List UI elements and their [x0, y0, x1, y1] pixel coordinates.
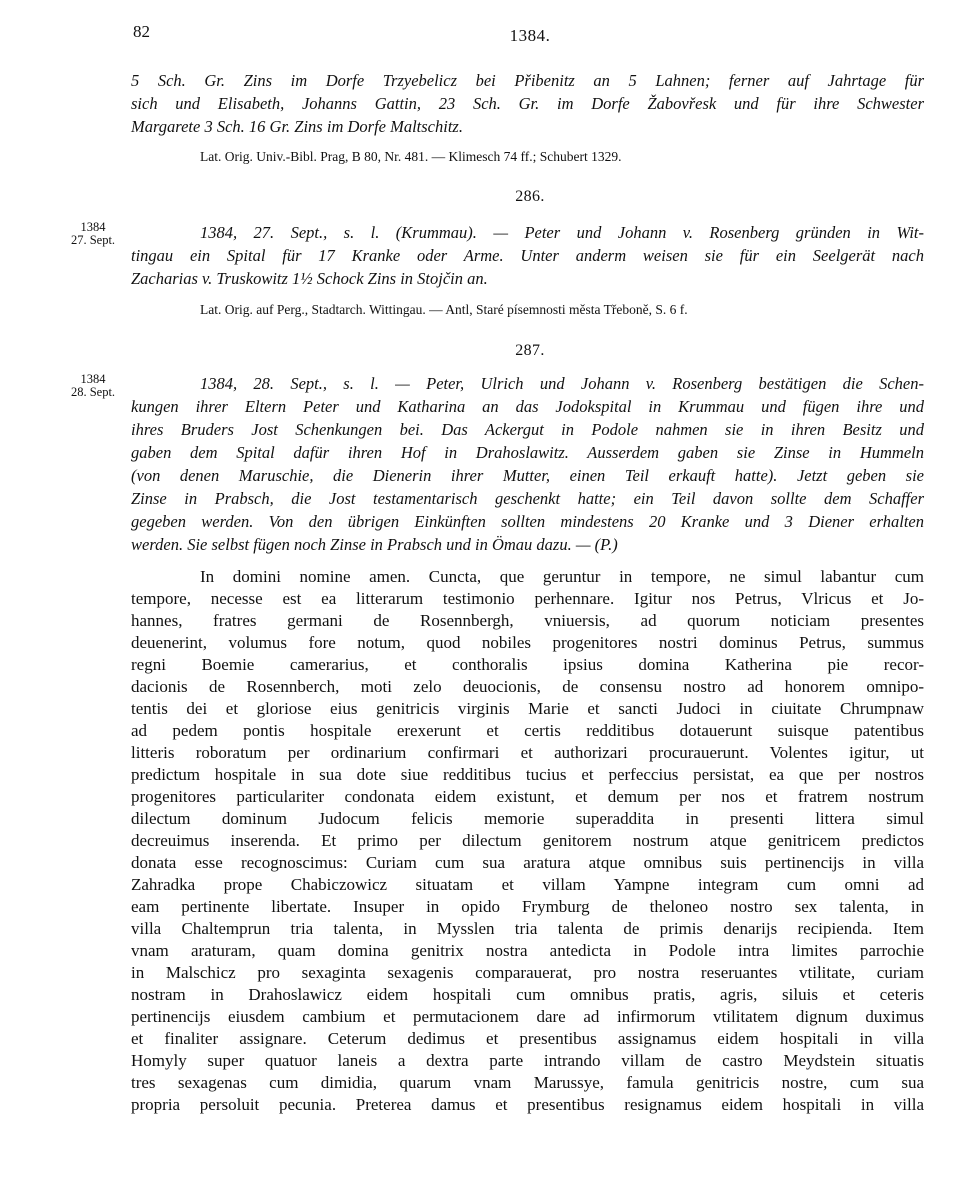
text-line: In domini nomine amen. Cuncta, que geruntur in tempore, ne simul labantur cum	[200, 567, 924, 586]
margin-year: 1384	[80, 220, 106, 234]
regest-line: 1384, 28. Sept., s. l. — Peter, Ulrich und Johann v. Rosenberg bestätigen die Schen-	[200, 374, 924, 393]
text-line: nostram in Drahoslawicz eidem hospitali cum omnibus pratis, agris, siluis et ceteris	[131, 985, 924, 1004]
text-line: ad pedem pontis hospitale erexerunt et certis redditibus dotauerunt suisque patentibus	[131, 721, 924, 740]
source-note: Lat. Orig. Univ.-Bibl. Prag, B 80, Nr. 481. — Klimesch 74 ff.; Schubert 1329.	[200, 149, 622, 164]
source-note: Lat. Orig. auf Perg., Stadtarch. Wittingau. — Antl, Staré písemnosti města Třeboně, S. 6 f.	[200, 302, 688, 317]
regest-line: werden. Sie selbst fügen noch Zinse in Prabsch und in Ömau dazu. — (P.)	[131, 535, 618, 554]
document-number: 287.	[515, 342, 545, 359]
text-line: decreuimus inserenda. Et primo per dilectum genitorem nostrum atque genitricem predictos	[131, 831, 924, 850]
regest-line: gaben dem Spital dafür ihren Hof in Drahoslawitz. Ausserdem gaben sie Zinse in Hummeln	[131, 443, 924, 462]
regest-line: (von denen Maruschie, die Dienerin ihrer Mutter, einen Teil erkauft hatte). Jetzt geben sie	[131, 466, 924, 485]
margin-year: 1384	[80, 372, 106, 386]
margin-date: 27. Sept.	[70, 233, 116, 247]
text-line: litteris roboratum per ordinarium confirmari et authorizari procurauerunt. Volentes igitur, ut	[131, 743, 924, 762]
regest-line: 5 Sch. Gr. Zins im Dorfe Trzyebelicz bei Přibenitz an 5 Lahnen; ferner auf Jahrtage für	[131, 71, 924, 90]
text-line: tentis dei et gloriose eius genitricis virginis Marie et sancti Judoci in ciuitate Chrumpnaw	[131, 699, 924, 718]
text-line: eam pertinente libertate. Insuper in opido Frymburg de theloneo nostro sex talenta, in	[131, 897, 924, 916]
regest-line: sich und Elisabeth, Johanns Gattin, 23 Sch. Gr. im Dorfe Žabovřesk und für ihre Schwester	[131, 94, 924, 113]
running-head-year: 1384.	[509, 26, 551, 45]
text-line: Zahradka prope Chabiczowicz situatam et villam Yampne integram cum omni ad	[131, 875, 924, 894]
regest-line: ihres Bruders Jost Schenkungen bei. Das Ackergut in Podole nahmen sie in ihren Besitz und	[131, 420, 924, 439]
regest-line: Zacharias v. Truskowitz 1½ Schock Zins in Stojčin an.	[131, 269, 488, 288]
text-line: tres sexagenas cum dimidia, quarum vnam Marussye, famula genitricis nostre, cum sua	[131, 1073, 924, 1092]
text-line: donata esse recognoscimus: Curiam cum sua aratura atque omnibus suis pertinencijs in villa	[131, 853, 924, 872]
regest-line: gegeben werden. Von den übrigen Einkünften sollten mindestens 20 Kranke und 3 Diener erhalten	[131, 512, 924, 531]
text-line: tempore, necesse est ea litterarum testimonio perhennare. Igitur nos Petrus, Vlricus et Jo-	[131, 589, 924, 608]
margin-date-note	[60, 221, 126, 247]
regest-line: Margarete 3 Sch. 16 Gr. Zins im Dorfe Maltschitz.	[131, 117, 463, 136]
text-line: in Malschicz pro sexaginta sexagenis comparauerat, pro nostra reseruantes vtilitate, curiam	[131, 963, 924, 982]
text-line: villa Chaltemprun tria talenta, in Mysslen tria talenta de primis denarijs recipienda. Item	[131, 919, 924, 938]
margin-date: 28. Sept.	[70, 385, 116, 399]
text-line: predictum hospitale in sua dote siue redditibus tucius et perfeccius persistat, ea que per nostros	[131, 765, 924, 784]
regest-line: Zinse in Prabsch, die Jost testamentarisch geschenkt hatte; ein Teil davon sollte dem Schaffer	[131, 489, 924, 508]
text-line: dacionis de Rosennberch, moti zelo deuocionis, de consensu nostro ad honorem omnipo-	[131, 677, 924, 696]
text-line: vnam araturam, quam domina genitrix nostra antedicta in Podole intra limites parrochie	[131, 941, 924, 960]
regest-line: 1384, 27. Sept., s. l. (Krummau). — Peter und Johann v. Rosenberg gründen in Wit-	[200, 223, 924, 242]
text-line: Homyly super quatuor laneis a dextra parte intrando villam de castro Meydstein situatis	[131, 1051, 924, 1070]
text-line: propria persoluit pecunia. Preterea damus et presentibus resignamus eidem hospitali in villa	[131, 1095, 924, 1114]
regest-line: kungen ihrer Eltern Peter und Katharina an das Jodokspital in Krummau und fügen ihre und	[131, 397, 924, 416]
text-line: dilectum dominum Judocum felicis memorie superaddita in presenti littera simul	[131, 809, 924, 828]
regest-line: tingau ein Spital für 17 Kranke oder Arme. Unter anderm weisen sie für ein Seelgerät nach	[131, 246, 924, 265]
text-line: pertinencijs eiusdem cambium et permutacionem dare ad infirmorum vtilitatem dignum duximus	[131, 1007, 924, 1026]
text-line: regni Boemie camerarius, et conthoralis ipsius domina Katherina pie recor-	[131, 655, 924, 674]
margin-date-note	[60, 373, 126, 399]
page-number: 82	[133, 22, 150, 41]
text-line: hannes, fratres germani de Rosennbergh, vniuersis, ad quorum noticiam presentes	[131, 611, 924, 630]
document-number: 286.	[515, 188, 545, 205]
text-line: et finaliter assignare. Ceterum dedimus et presentibus assignamus eidem hospitali in villa	[131, 1029, 924, 1048]
text-line: progenitores particulariter condonata eidem existunt, et demum per nos et fratrem nostrum	[131, 787, 924, 806]
text-line: deuenerint, volumus fore notum, quod nobiles progenitores nostri dominus Petrus, summus	[131, 633, 924, 652]
